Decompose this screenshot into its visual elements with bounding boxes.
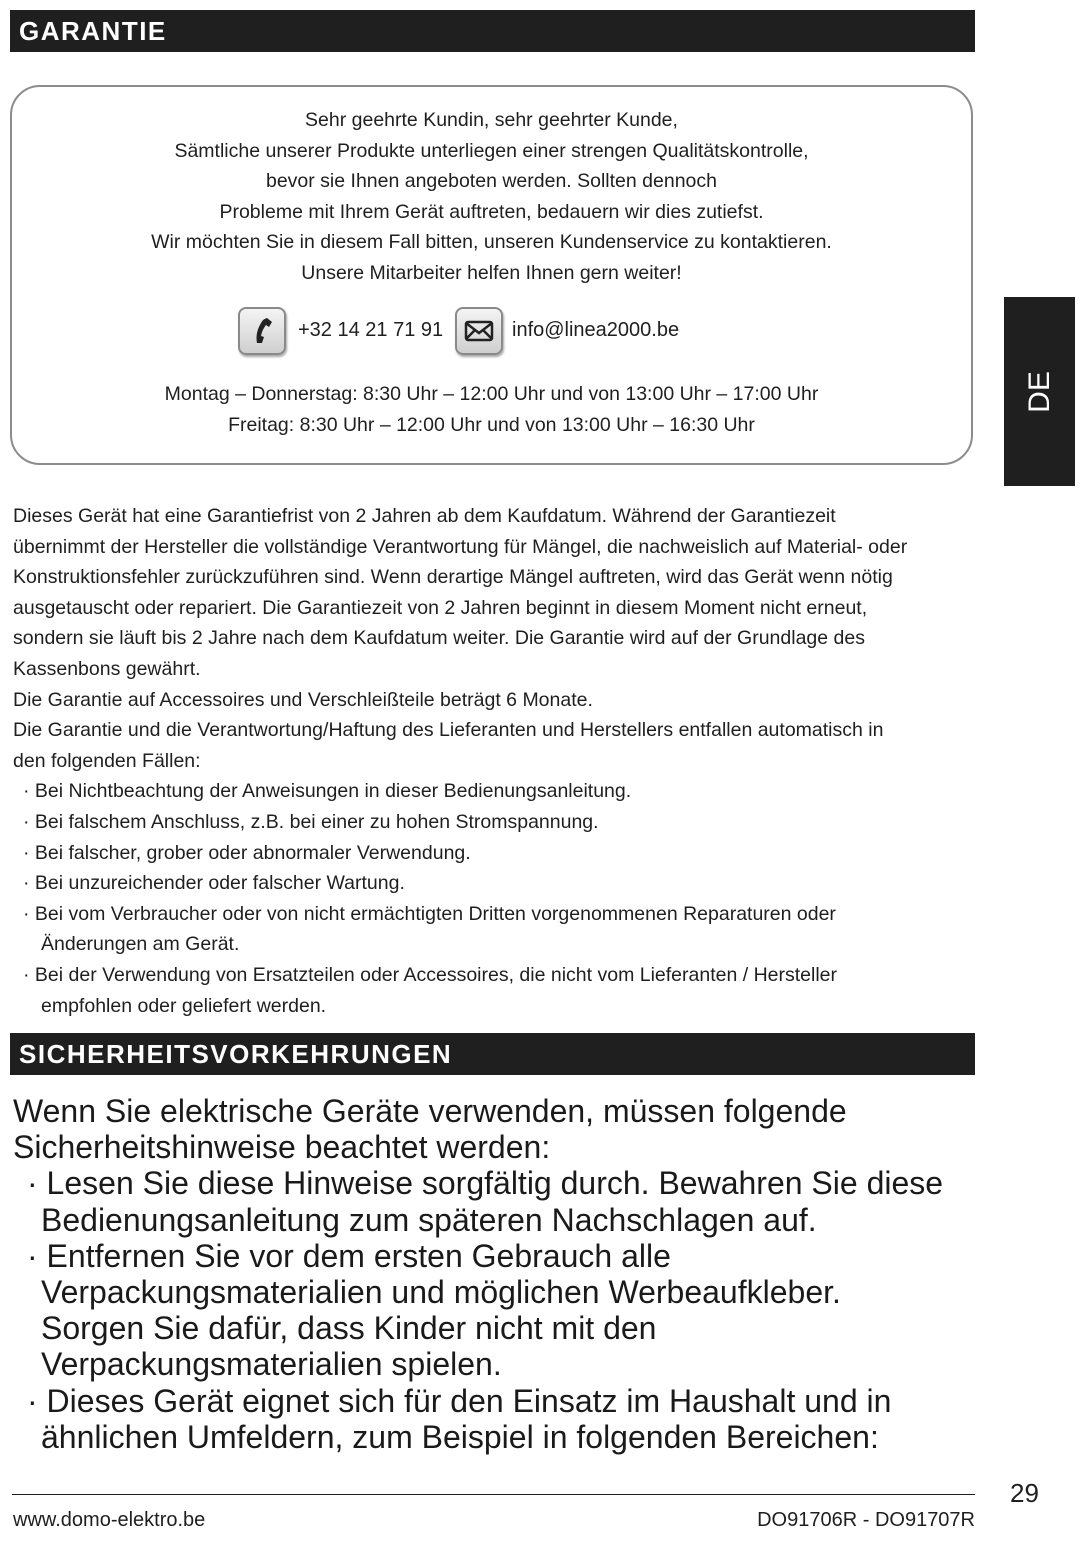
intro-line: Unsere Mitarbeiter helfen Ihnen gern weiter! <box>301 261 682 284</box>
phone-glyph <box>248 316 276 346</box>
intro-line: Sehr geehrte Kundin, sehr geehrter Kunde, <box>305 109 678 131</box>
intro-line: bevor sie Ihnen angeboten werden. Sollten dennoch <box>265 170 717 192</box>
opening-hours <box>12 379 971 440</box>
safety-bullet: · Lesen Sie diese Hinweise sorgfältig durch. Bewahren Sie diese <box>27 1165 944 1202</box>
envelope-icon <box>455 307 503 355</box>
page-number: 29 <box>1010 1478 1039 1508</box>
intro-line: Wir möchten Sie in diesem Fall bitten, unseren Kundenservice zu kontaktieren. <box>151 231 832 253</box>
hours-line: Freitag: 8:30 Uhr – 12:00 Uhr und von 13:00 Uhr – 16:30 Uhr <box>228 413 755 436</box>
paragraph-line: Dieses Gerät hat eine Garantiefrist von 2 Jahren ab dem Kaufdatum. Während der Garantiezeit <box>13 505 836 527</box>
contact-row <box>12 307 971 359</box>
paragraph-line: sondern sie läuft bis 2 Jahre nach dem Kaufdatum weiter. Die Garantie wird auf der Grundlage des <box>13 627 865 650</box>
intro-line: Sämtliche unserer Produkte unterliegen einer strengen Qualitätskontrolle, <box>174 139 809 162</box>
paragraph-line: Die Garantie auf Accessoires und Verschleißteile beträgt 6 Monate. <box>13 688 593 711</box>
exclusion-bullet: · Bei Nichtbeachtung der Anweisungen in dieser Bedienungsanleitung. <box>23 780 632 803</box>
paragraph-line: Kassenbons gewährt. <box>13 657 201 680</box>
email-address[interactable]: info@linea2000.be <box>512 319 680 341</box>
customer-service-box <box>10 85 973 465</box>
safety-bullet-continued: Verpackungsmaterialien und möglichen Werbeaufkleber. <box>41 1274 841 1311</box>
phone-number: +32 14 21 71 91 <box>298 319 444 341</box>
service-intro <box>12 105 971 288</box>
section-header-sicherheit: SICHERHEITSVORKEHRUNGEN <box>10 1033 975 1075</box>
paragraph-line: übernimmt der Hersteller die vollständige Verantwortung für Mängel, die nachweislich auf Material- oder <box>13 535 908 558</box>
safety-bullet: · Entfernen Sie vor dem ersten Gebrauch alle <box>27 1237 671 1274</box>
language-tab <box>1004 297 1075 486</box>
exclusion-bullet-continued: Änderungen am Gerät. <box>41 933 240 956</box>
intro-line: Probleme mit Ihrem Gerät auftreten, bedauern wir dies zutiefst. <box>219 200 764 223</box>
safety-bullet: · Dieses Gerät eignet sich für den Einsatz im Haushalt und in <box>27 1382 892 1419</box>
exclusion-bullet: · Bei unzureichender oder falscher Wartung. <box>23 872 405 895</box>
paragraph-line: Konstruktionsfehler zurückzuführen sind. Wenn derartige Mängel auftreten, wird das Gerät wenn nötig <box>13 566 893 589</box>
safety-intro-line: Sicherheitshinweise beachtet werden: <box>13 1129 551 1166</box>
phone-icon <box>238 307 286 355</box>
safety-bullet-continued: ähnlichen Umfeldern, zum Beispiel in folgenden Bereichen: <box>41 1418 879 1455</box>
footer-website[interactable]: www.domo-elektro.be <box>13 1509 206 1531</box>
exclusion-bullet: · Bei falschem Anschluss, z.B. bei einer zu hohen Stromspannung. <box>23 810 599 833</box>
safety-bullet-continued: Bedienungsanleitung zum späteren Nachschlagen auf. <box>41 1201 817 1238</box>
envelope-glyph <box>464 320 494 342</box>
exclusion-bullet-continued: empfohlen oder geliefert werden. <box>41 994 327 1017</box>
exclusion-bullet: · Bei falscher, grober oder abnormaler Verwendung. <box>23 841 471 864</box>
safety-intro-line: Wenn Sie elektrische Geräte verwenden, müssen folgende <box>13 1093 847 1129</box>
safety-text <box>13 1093 978 1455</box>
exclusion-bullet: · Bei vom Verbraucher oder von nicht ermächtigten Dritten vorgenommenen Reparaturen oder <box>23 902 836 925</box>
warranty-text <box>13 501 978 1021</box>
footer-divider <box>12 1494 975 1495</box>
paragraph-line: ausgetauscht oder repariert. Die Garantiezeit von 2 Jahren beginnt in diesem Moment nicht erneut, <box>13 596 868 619</box>
language-tab-label: DE <box>1022 370 1056 413</box>
exclusion-bullet: · Bei der Verwendung von Ersatzteilen oder Accessoires, die nicht vom Lieferanten / Hersteller <box>23 963 838 986</box>
hours-line: Montag – Donnerstag: 8:30 Uhr – 12:00 Uhr und von 13:00 Uhr – 17:00 Uhr <box>164 383 819 405</box>
footer-model-number: DO91706R - DO91707R <box>757 1509 975 1531</box>
safety-bullet-continued: Sorgen Sie dafür, dass Kinder nicht mit den <box>41 1310 657 1347</box>
section-header-garantie: GARANTIE <box>10 10 975 52</box>
paragraph-line: den folgenden Fällen: <box>13 749 201 772</box>
paragraph-line: Die Garantie und die Verantwortung/Haftung des Lieferanten und Herstellers entfallen automatisch in <box>13 719 884 742</box>
safety-bullet-continued: Verpackungsmaterialien spielen. <box>41 1346 502 1383</box>
